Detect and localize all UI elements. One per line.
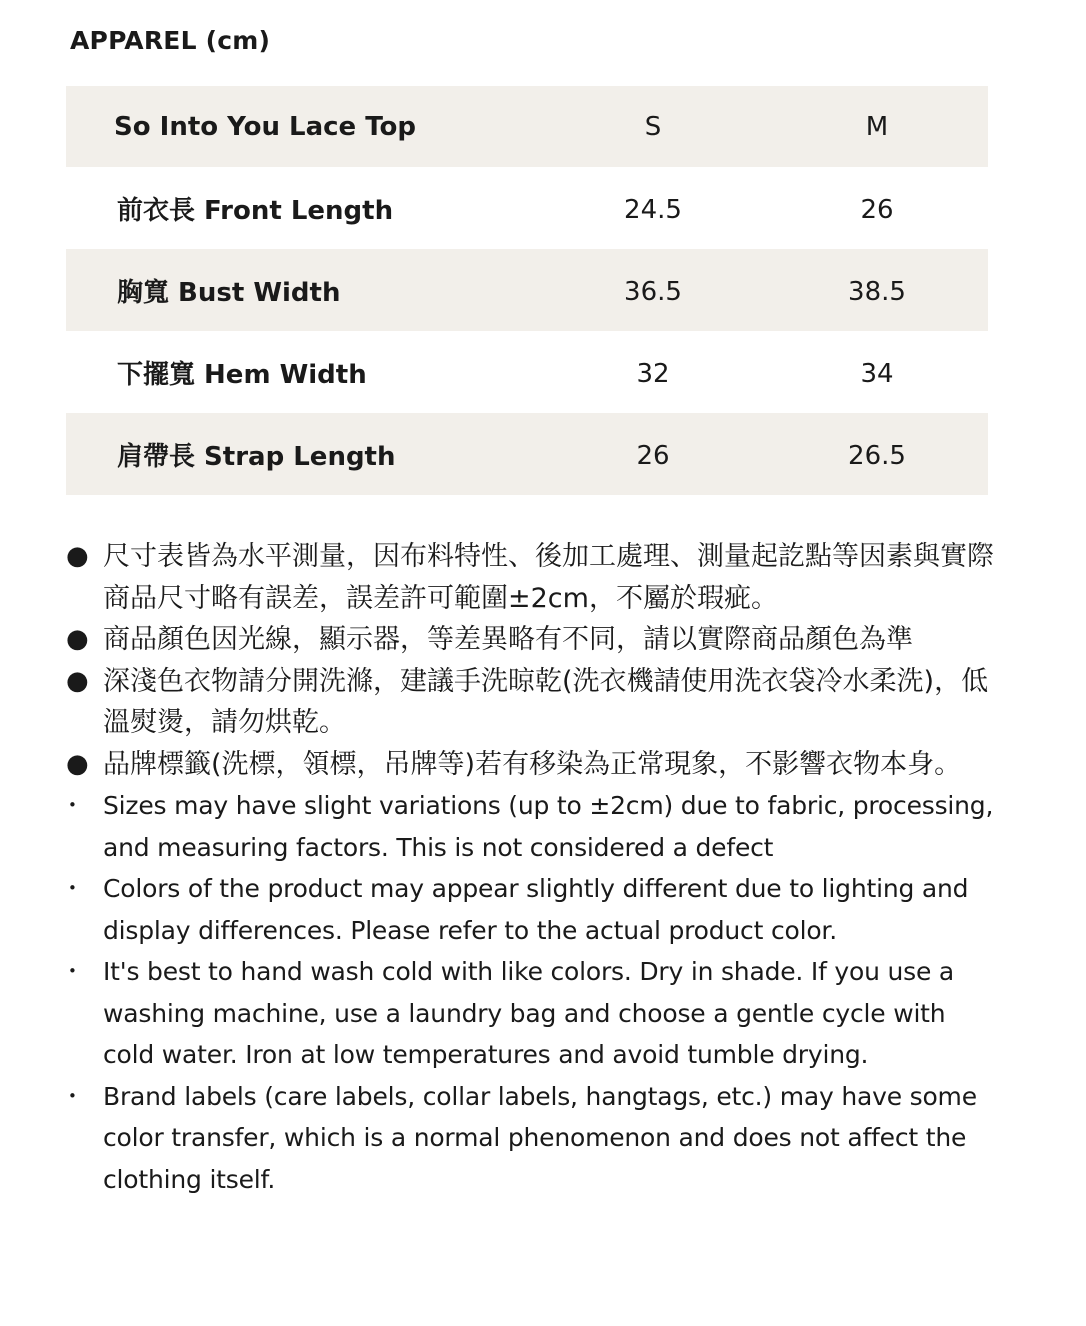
size-m-value: 26 xyxy=(860,195,894,225)
list-item xyxy=(66,1076,996,1201)
size-s-value: 24.5 xyxy=(624,195,682,225)
size-s-value: 36.5 xyxy=(624,277,682,307)
product-name-header: So Into You Lace Top xyxy=(114,111,416,142)
table-row xyxy=(66,167,988,249)
list-item xyxy=(66,536,996,619)
size-s-value: 26 xyxy=(636,441,670,471)
bullet-icon: • xyxy=(68,879,77,897)
bullet-icon: ● xyxy=(66,748,89,779)
care-notes-list xyxy=(66,536,996,1200)
note-text: Colors of the product may appear slightly different due to lighting and display differences. Please refer to the actual product color. xyxy=(103,874,969,945)
size-m-value: 34 xyxy=(860,359,894,389)
bullet-icon: • xyxy=(68,962,77,980)
list-item xyxy=(66,744,996,786)
table-header-row xyxy=(66,86,988,167)
table-row xyxy=(66,249,988,331)
list-item xyxy=(66,951,996,1076)
bullet-icon: • xyxy=(68,796,77,814)
size-s-header: S xyxy=(644,111,662,142)
measurement-name: 胸寬 Bust Width xyxy=(117,277,341,308)
bullet-icon: ● xyxy=(66,624,89,654)
bullet-icon: • xyxy=(68,1086,77,1105)
note-text: Sizes may have slight variations (up to ±2cm) due to fabric, processing, and measuring factors. This is not considered a defect xyxy=(103,791,994,862)
table-row xyxy=(66,413,988,495)
size-m-header: M xyxy=(865,111,889,142)
table-row xyxy=(66,331,988,413)
size-s-value: 32 xyxy=(636,359,670,389)
bullet-icon: ● xyxy=(66,541,89,571)
bullet-icon: ● xyxy=(66,665,89,696)
size-m-value: 38.5 xyxy=(848,277,906,307)
note-text: Brand labels (care labels, collar labels, hangtags, etc.) may have some color transfer, which is a normal phenomenon and does not affect the clothing itself. xyxy=(103,1081,977,1194)
list-item xyxy=(66,868,996,951)
list-item xyxy=(66,785,996,868)
list-item xyxy=(66,661,996,744)
list-item xyxy=(66,619,996,661)
note-text: 深淺色衣物請分開洗滌，建議手洗晾乾(洗衣機請使用洗衣袋冷水柔洗)，低溫熨燙，請勿烘乾。 xyxy=(103,665,989,738)
section-title: APPAREL (cm) xyxy=(70,26,271,55)
note-text: 品牌標籤(洗標，領標，吊牌等)若有移染為正常現象，不影響衣物本身。 xyxy=(103,748,962,780)
note-text: 尺寸表皆為水平測量，因布料特性、後加工處理、測量起訖點等因素與實際商品尺寸略有誤差，誤差許可範圍±2cm，不屬於瑕疵。 xyxy=(103,541,994,614)
size-m-value: 26.5 xyxy=(848,441,906,471)
note-text: It's best to hand wash cold with like colors. Dry in shade. If you use a washing machine, use a laundry bag and choose a gentle cycle with cold water. Iron at low temperatures and avoid tumble drying. xyxy=(103,957,955,1069)
note-text: 商品顏色因光線，顯示器，等差異略有不同，請以實際商品顏色為準 xyxy=(103,624,913,655)
measurement-name: 下擺寬 Hem Width xyxy=(117,359,367,390)
size-chart-table xyxy=(66,86,988,495)
measurement-name: 前衣長 Front Length xyxy=(117,195,394,226)
measurement-name: 肩帶長 Strap Length xyxy=(117,441,396,472)
